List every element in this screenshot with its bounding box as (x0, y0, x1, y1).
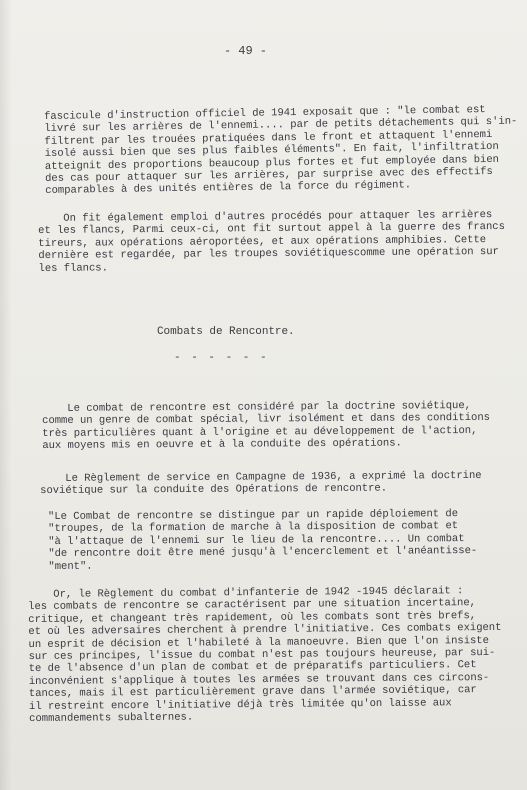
heading-rule: - - - - - - (174, 352, 269, 364)
paragraph-reglement-1942: Or, le Règlement du combat d'infanterie de 1942 -1945 déclarait : les combats de rencontre se caractérisent par une situation incertaine, critique, et changeant très rapidement, où les combats sont très brefs, et où les adversaires cherchent à prendre l'initiative. Ces combats exigent un esprit de décision et l'habileté à la manoeuvre. Bien que l'on insiste sur ces principes, l'issue du combat n'est pas toujours heureuse, par sui- te de l'absence d'un plan de combat et de préparatifs particuliers. Cet inconvénient s'applique à toutes les armées se trouvant dans ces circons- tances, mais il est particulièrement grave dans l'armée soviétique, car il restreint encore l'initiative déjà très limitée qu'on laisse aux commandements subalternes. (28, 585, 502, 726)
section-heading: Combats de Rencontre. (157, 326, 295, 338)
paragraph-doctrine: Le combat de rencontre est considéré par la doctrine soviétique, comme un genre de combat spécial, livr isolément et dans des conditions très particulières quant à l'origine et au développement de l'action, aux moyens mis en oeuvre et à la conduite des opérations. (42, 400, 490, 453)
page-edge-shadow (0, 0, 12, 790)
paragraph-infiltration: fascicule d'instruction officiel de 1941 exposait que : "le combat est livré sur les arrières de l'ennemi.... par de petits détachements qui s'in- filtrent par les trouées pratiquées dans le front et attaquent l'ennemi isolé aussi bien que ses plus faibles éléments". En fait, l'infiltration atteignit des proportions beaucoup plus fortes et fut employée dans bien des cas pour attaquer sur les arrières, par surprise avec des effectifs comparables à des unités entières de la force du régiment. (44, 104, 518, 198)
paragraph-other-procedures: On fit également emploi d'autres procédés pour attaquer les arrières et les flancs, Parmi ceux-ci, ont fit surtout appel à la guerre des francs tireurs, aux opérations aéroportées, et aux opérations amphibies. Cette dernière est regardée, par les troupes soviétiquescomme une opération sur les flancs. (38, 209, 505, 275)
quote-reglement: "Le Combat de rencontre se distingue par un rapide déploiement de "troupes, de la formation de marche à la disposition de combat et "à l'attaque de l'ennemi sur le lieu de la rencontre.... Un combat "de rencontre doit être mené jusqu'à l'encerclement et l'anéantisse- "ment". (48, 508, 478, 573)
paragraph-reglement-1936: Le Règlement de service en Campagne de 1936, a exprimé la doctrine soviétique sur la conduite des Opérations de rencontre. (40, 469, 482, 498)
page-number: - 49 - (224, 44, 267, 58)
